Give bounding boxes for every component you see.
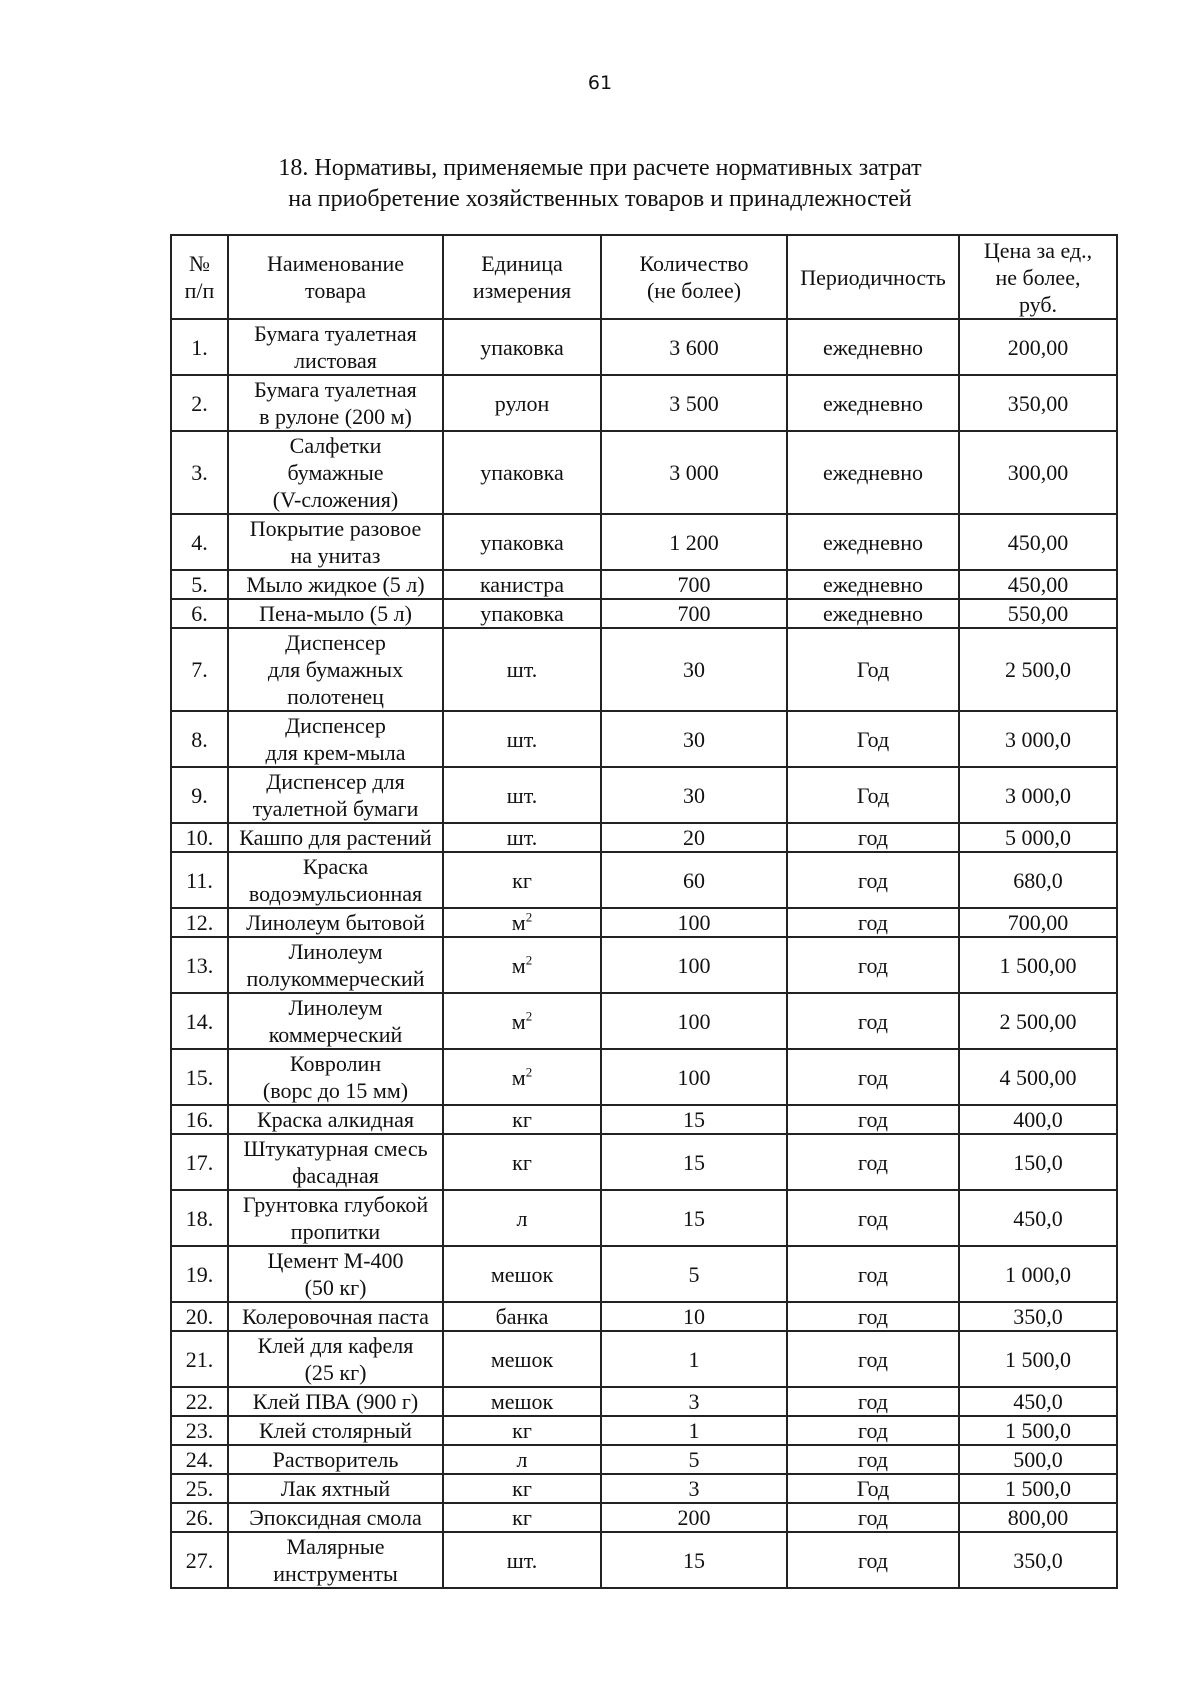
- cell-name-line: для бумажных: [267, 657, 404, 682]
- cell-qty: 30: [601, 628, 787, 711]
- cell-unit: [443, 711, 601, 767]
- cell-name-line: в рулоне (200 м): [259, 404, 412, 429]
- cell-period: ежедневно: [787, 431, 959, 514]
- cell-qty: 30: [601, 711, 787, 767]
- cell-period: год: [787, 1246, 959, 1302]
- cell-qty: 15: [601, 1532, 787, 1588]
- header-period: Периодичность: [787, 235, 959, 319]
- cell-name-line: Ковролин: [289, 1051, 382, 1076]
- table-row: [171, 1503, 1117, 1532]
- cell-qty: 100: [601, 1049, 787, 1105]
- table-row: [171, 1474, 1117, 1503]
- cell-name: [228, 628, 443, 711]
- cell-num: 15.: [171, 1049, 228, 1105]
- cell-unit-superscript: 2: [525, 909, 533, 925]
- cell-name-line: Диспенсер для: [266, 769, 405, 794]
- cell-name-line: Клей для кафеля: [257, 1333, 414, 1358]
- header-name: Наименование товара: [228, 235, 443, 319]
- cell-name-line: Бумага туалетная: [254, 377, 417, 402]
- cell-period: год: [787, 852, 959, 908]
- cell-name-line: Эпоксидная смола: [249, 1505, 422, 1530]
- cell-name-line: Диспенсер: [285, 630, 386, 655]
- cell-period: год: [787, 908, 959, 937]
- table-row: [171, 1190, 1117, 1246]
- cell-name: [228, 1105, 443, 1134]
- header-unit: Единица измерения: [443, 235, 601, 319]
- cell-qty: 15: [601, 1105, 787, 1134]
- cell-qty: 100: [601, 908, 787, 937]
- cell-unit-text: шт.: [506, 726, 538, 752]
- cell-period: год: [787, 1049, 959, 1105]
- cell-unit: [443, 1532, 601, 1588]
- cell-name: [228, 1049, 443, 1105]
- cell-qty: 3: [601, 1387, 787, 1416]
- cell-period: ежедневно: [787, 319, 959, 375]
- cell-period: год: [787, 1190, 959, 1246]
- cell-unit: [443, 319, 601, 375]
- cell-unit-text: мешок: [490, 1261, 554, 1287]
- cell-num: 18.: [171, 1190, 228, 1246]
- cell-unit: [443, 570, 601, 599]
- table-row: [171, 514, 1117, 570]
- cell-qty: 20: [601, 823, 787, 852]
- cell-price: 1 500,0: [959, 1416, 1117, 1445]
- table-row: [171, 1246, 1117, 1302]
- header-price: Цена за ед., не более, руб.: [959, 235, 1117, 319]
- cell-price: 700,00: [959, 908, 1117, 937]
- table-row: [171, 711, 1117, 767]
- table-row: [171, 1331, 1117, 1387]
- table-header-row: [171, 235, 1117, 319]
- cell-name: [228, 599, 443, 628]
- cell-name-line: для крем-мыла: [265, 740, 406, 765]
- cell-unit-text: кг: [512, 867, 532, 893]
- table-row: [171, 1532, 1117, 1588]
- cell-unit-text: упаковка: [480, 529, 564, 555]
- cell-price: 350,0: [959, 1532, 1117, 1588]
- cell-period: год: [787, 1105, 959, 1134]
- cell-period: год: [787, 1416, 959, 1445]
- cell-qty: 30: [601, 767, 787, 823]
- table-title: [0, 153, 1200, 215]
- cell-name-line: Линолеум бытовой: [246, 910, 425, 935]
- cell-qty: 3 600: [601, 319, 787, 375]
- cell-num: 16.: [171, 1105, 228, 1134]
- cell-name-line: Краска: [302, 854, 369, 879]
- table-row: [171, 1105, 1117, 1134]
- cell-period: год: [787, 1134, 959, 1190]
- title-line-2: на приобретение хозяйственных товаров и принадлежностей: [288, 186, 912, 212]
- cell-num: 12.: [171, 908, 228, 937]
- cell-unit: [443, 1416, 601, 1445]
- cell-period: год: [787, 1387, 959, 1416]
- cell-unit-text: м: [511, 1064, 526, 1090]
- cell-qty: 100: [601, 993, 787, 1049]
- cell-qty: 10: [601, 1302, 787, 1331]
- cell-unit-text: л: [516, 1447, 528, 1472]
- cell-qty: 3 500: [601, 375, 787, 431]
- cell-name-line: фасадная: [292, 1163, 379, 1188]
- cell-name-line: туалетной бумаги: [252, 796, 419, 821]
- cell-period: ежедневно: [787, 514, 959, 570]
- cell-unit-text: кг: [512, 1505, 532, 1530]
- cell-name-line: Покрытие разовое: [249, 516, 422, 541]
- cell-name: [228, 1532, 443, 1588]
- table-body: [171, 319, 1117, 1588]
- cell-price: 450,0: [959, 1190, 1117, 1246]
- cell-num: 27.: [171, 1532, 228, 1588]
- cell-num: 11.: [171, 852, 228, 908]
- cell-price: 400,0: [959, 1105, 1117, 1134]
- cell-num: 14.: [171, 993, 228, 1049]
- cell-name-line: водоэмульсионная: [248, 881, 423, 906]
- cell-name-line: Цемент М-400: [267, 1248, 404, 1273]
- cell-qty: 5: [601, 1246, 787, 1302]
- cell-price: 550,00: [959, 599, 1117, 628]
- cell-period: ежедневно: [787, 375, 959, 431]
- cell-num: 24.: [171, 1445, 228, 1474]
- cell-name-line: полотенец: [287, 684, 384, 709]
- cell-unit-text: кг: [512, 1476, 532, 1501]
- table-row: [171, 431, 1117, 514]
- cell-price: 450,0: [959, 1387, 1117, 1416]
- cell-qty: 5: [601, 1445, 787, 1474]
- cell-name: [228, 852, 443, 908]
- cell-name-line: полукоммерческий: [246, 966, 425, 991]
- table-row: [171, 1134, 1117, 1190]
- cell-unit-superscript: 2: [525, 1064, 533, 1080]
- cell-name-line: Бумага туалетная: [254, 321, 417, 346]
- cell-name-line: Лак яхтный: [280, 1476, 391, 1501]
- cell-period: Год: [787, 767, 959, 823]
- cell-unit: [443, 599, 601, 628]
- cell-name-line: Кашпо для растений: [239, 825, 432, 850]
- cell-price: 800,00: [959, 1503, 1117, 1532]
- cell-name: [228, 1416, 443, 1445]
- cell-price: 2 500,0: [959, 628, 1117, 711]
- cell-price: 450,00: [959, 570, 1117, 599]
- cell-name-line: Краска алкидная: [256, 1107, 415, 1132]
- header-qty: Количество (не более): [601, 235, 787, 319]
- cell-qty: 15: [601, 1134, 787, 1190]
- cell-unit: [443, 1387, 601, 1416]
- cell-unit: [443, 431, 601, 514]
- cell-period: год: [787, 1503, 959, 1532]
- cell-num: 4.: [171, 514, 228, 570]
- cell-unit-text: м: [511, 910, 526, 935]
- table-row: [171, 628, 1117, 711]
- cell-period: год: [787, 1532, 959, 1588]
- cell-period: ежедневно: [787, 599, 959, 628]
- cell-price: 350,0: [959, 1302, 1117, 1331]
- cell-name-line: коммерческий: [268, 1022, 403, 1047]
- norms-table: [170, 234, 1118, 1589]
- cell-name-line: бумажные: [287, 460, 384, 485]
- cell-num: 25.: [171, 1474, 228, 1503]
- cell-unit-text: м: [511, 1008, 526, 1034]
- cell-unit: [443, 908, 601, 937]
- table-row: [171, 1445, 1117, 1474]
- cell-name-line: инструменты: [273, 1561, 398, 1586]
- cell-qty: 200: [601, 1503, 787, 1532]
- cell-period: ежедневно: [787, 570, 959, 599]
- cell-num: 8.: [171, 711, 228, 767]
- cell-unit-text: шт.: [506, 1547, 538, 1573]
- cell-price: 300,00: [959, 431, 1117, 514]
- cell-period: год: [787, 993, 959, 1049]
- cell-name-line: Салфетки: [289, 433, 382, 458]
- cell-qty: 1: [601, 1331, 787, 1387]
- cell-num: 1.: [171, 319, 228, 375]
- cell-name: [228, 431, 443, 514]
- cell-name-line: Малярные: [286, 1534, 385, 1559]
- cell-name: [228, 1134, 443, 1190]
- cell-name-line: Мыло жидкое (5 л): [246, 572, 425, 597]
- cell-name: [228, 767, 443, 823]
- cell-num: 20.: [171, 1302, 228, 1331]
- cell-unit-text: канистра: [479, 572, 565, 597]
- cell-num: 2.: [171, 375, 228, 431]
- table-row: [171, 1302, 1117, 1331]
- cell-name-line: (V-сложения): [272, 487, 399, 512]
- cell-unit-superscript: 2: [525, 952, 533, 968]
- cell-name: [228, 1331, 443, 1387]
- cell-num: 23.: [171, 1416, 228, 1445]
- cell-name-line: Колеровочная паста: [242, 1304, 429, 1329]
- cell-num: 21.: [171, 1331, 228, 1387]
- cell-num: 17.: [171, 1134, 228, 1190]
- cell-unit: [443, 1049, 601, 1105]
- cell-period: год: [787, 1302, 959, 1331]
- cell-name-line: пропитки: [290, 1219, 381, 1244]
- page-number: 61: [587, 72, 613, 94]
- table-row: [171, 1387, 1117, 1416]
- cell-price: 1 500,0: [959, 1331, 1117, 1387]
- cell-name: [228, 937, 443, 993]
- table-row: [171, 1416, 1117, 1445]
- cell-unit-text: мешок: [490, 1346, 554, 1372]
- cell-num: 19.: [171, 1246, 228, 1302]
- cell-qty: 1 200: [601, 514, 787, 570]
- cell-name: [228, 1246, 443, 1302]
- table-row: [171, 1049, 1117, 1105]
- cell-period: год: [787, 823, 959, 852]
- cell-qty: 100: [601, 937, 787, 993]
- cell-price: 200,00: [959, 319, 1117, 375]
- cell-qty: 700: [601, 599, 787, 628]
- cell-unit-text: шт.: [506, 657, 538, 682]
- cell-unit: [443, 937, 601, 993]
- cell-unit-text: кг: [512, 1418, 532, 1443]
- table-row: [171, 375, 1117, 431]
- table-row: [171, 937, 1117, 993]
- cell-qty: 60: [601, 852, 787, 908]
- cell-period: год: [787, 1445, 959, 1474]
- cell-qty: 700: [601, 570, 787, 599]
- cell-name: [228, 823, 443, 852]
- cell-price: 450,00: [959, 514, 1117, 570]
- cell-name: [228, 514, 443, 570]
- cell-name-line: (ворс до 15 мм): [262, 1078, 409, 1103]
- cell-num: 5.: [171, 570, 228, 599]
- cell-unit: [443, 514, 601, 570]
- cell-name-line: (50 кг): [304, 1275, 367, 1300]
- cell-price: 2 500,00: [959, 993, 1117, 1049]
- cell-period: Год: [787, 711, 959, 767]
- cell-period: Год: [787, 628, 959, 711]
- cell-num: 6.: [171, 599, 228, 628]
- cell-unit: [443, 993, 601, 1049]
- title-line-1: 18. Нормативы, применяемые при расчете нормативных затрат: [278, 155, 922, 181]
- cell-name: [228, 1387, 443, 1416]
- cell-name-line: Линолеум: [288, 939, 383, 964]
- cell-num: 9.: [171, 767, 228, 823]
- cell-num: 22.: [171, 1387, 228, 1416]
- cell-price: 680,0: [959, 852, 1117, 908]
- table-row: [171, 823, 1117, 852]
- cell-name-line: Грунтовка глубокой: [242, 1192, 429, 1217]
- table-row: [171, 908, 1117, 937]
- cell-unit: [443, 1246, 601, 1302]
- cell-unit-text: мешок: [490, 1389, 554, 1414]
- cell-unit-text: рулон: [494, 390, 550, 416]
- cell-unit: [443, 767, 601, 823]
- cell-name-line: Клей ПВА (900 г): [252, 1389, 419, 1414]
- table-row: [171, 319, 1117, 375]
- cell-name: [228, 319, 443, 375]
- cell-name-line: на унитаз: [290, 543, 381, 568]
- cell-unit: [443, 1134, 601, 1190]
- cell-qty: 3: [601, 1474, 787, 1503]
- cell-name: [228, 1445, 443, 1474]
- cell-price: 1 000,0: [959, 1246, 1117, 1302]
- cell-unit-text: банка: [495, 1304, 549, 1329]
- cell-period: год: [787, 1331, 959, 1387]
- cell-unit-text: м: [511, 952, 526, 978]
- cell-name-line: Пена-мыло (5 л): [259, 601, 412, 626]
- cell-period: год: [787, 937, 959, 993]
- cell-qty: 15: [601, 1190, 787, 1246]
- cell-unit: [443, 1302, 601, 1331]
- cell-price: 3 000,0: [959, 711, 1117, 767]
- cell-unit: [443, 375, 601, 431]
- cell-unit-text: л: [516, 1205, 528, 1231]
- table-row: [171, 993, 1117, 1049]
- cell-unit: [443, 852, 601, 908]
- cell-name-line: Линолеум: [288, 995, 383, 1020]
- cell-unit: [443, 1474, 601, 1503]
- cell-unit-text: шт.: [506, 782, 538, 808]
- cell-name: [228, 1302, 443, 1331]
- cell-unit-text: упаковка: [480, 460, 564, 485]
- cell-unit-text: упаковка: [480, 601, 564, 626]
- table-row: [171, 767, 1117, 823]
- cell-unit: [443, 1105, 601, 1134]
- cell-price: 350,00: [959, 375, 1117, 431]
- cell-period: Год: [787, 1474, 959, 1503]
- cell-name: [228, 375, 443, 431]
- cell-unit-text: упаковка: [480, 334, 564, 360]
- cell-name: [228, 1503, 443, 1532]
- cell-unit: [443, 628, 601, 711]
- cell-price: 150,0: [959, 1134, 1117, 1190]
- cell-num: 3.: [171, 431, 228, 514]
- cell-unit-text: кг: [512, 1107, 532, 1132]
- cell-unit-text: шт.: [506, 825, 538, 850]
- cell-name: [228, 711, 443, 767]
- cell-name-line: листовая: [294, 348, 377, 373]
- cell-price: 3 000,0: [959, 767, 1117, 823]
- cell-qty: 1: [601, 1416, 787, 1445]
- cell-num: 7.: [171, 628, 228, 711]
- table-row: [171, 570, 1117, 599]
- cell-unit: [443, 1445, 601, 1474]
- cell-unit: [443, 1190, 601, 1246]
- cell-unit-text: кг: [512, 1149, 532, 1175]
- cell-num: 10.: [171, 823, 228, 852]
- cell-price: 500,0: [959, 1445, 1117, 1474]
- cell-name-line: (25 кг): [304, 1360, 367, 1385]
- cell-num: 13.: [171, 937, 228, 993]
- cell-price: 1 500,0: [959, 1474, 1117, 1503]
- cell-unit: [443, 1331, 601, 1387]
- cell-name: [228, 908, 443, 937]
- cell-name: [228, 1474, 443, 1503]
- cell-name: [228, 1190, 443, 1246]
- cell-name-line: Штукатурная смесь: [243, 1136, 428, 1161]
- cell-unit: [443, 823, 601, 852]
- cell-num: 26.: [171, 1503, 228, 1532]
- cell-price: 5 000,0: [959, 823, 1117, 852]
- header-num: № п/п: [171, 235, 228, 319]
- cell-price: 4 500,00: [959, 1049, 1117, 1105]
- table-row: [171, 599, 1117, 628]
- cell-name-line: Диспенсер: [285, 713, 386, 738]
- cell-price: 1 500,00: [959, 937, 1117, 993]
- cell-unit-superscript: 2: [525, 1008, 533, 1024]
- table-row: [171, 852, 1117, 908]
- cell-qty: 3 000: [601, 431, 787, 514]
- cell-name-line: Растворитель: [272, 1447, 399, 1472]
- cell-unit: [443, 1503, 601, 1532]
- cell-name: [228, 570, 443, 599]
- cell-name-line: Клей столярный: [259, 1418, 412, 1443]
- cell-name: [228, 993, 443, 1049]
